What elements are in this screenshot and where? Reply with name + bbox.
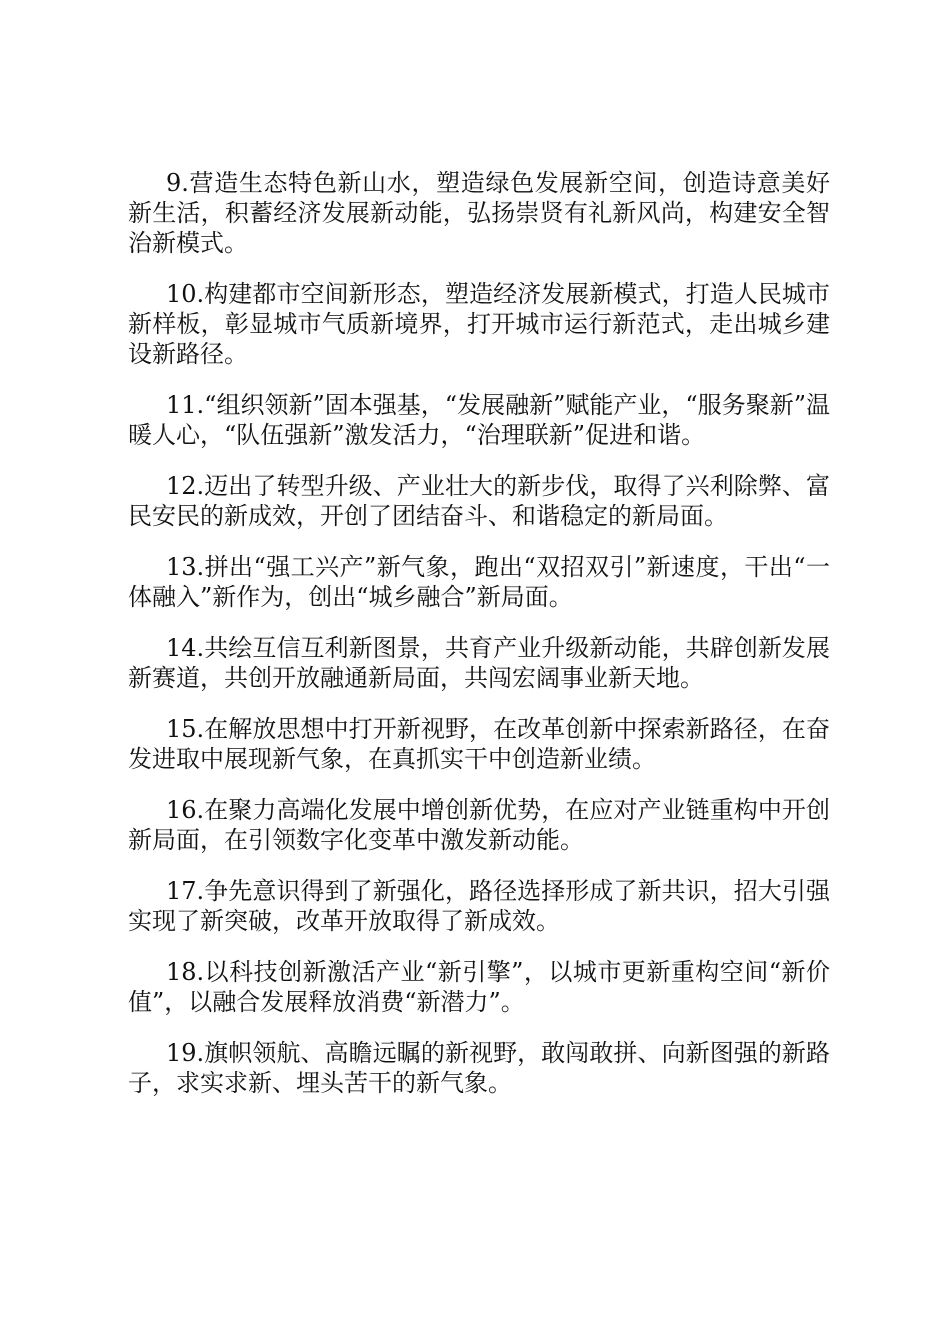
paragraph-9: 9.营造生态特色新山水，塑造绿色发展新空间，创造诗意美好新生活，积蓄经济发展新动能，弘扬崇贤有礼新风尚，构建安全智治新模式。	[128, 169, 830, 257]
paragraph-18: 18.以科技创新激活产业“新引擎”，以城市更新重构空间“新价值”，以融合发展释放消费“新潜力”。	[128, 958, 830, 1016]
paragraph-12: 12.迈出了转型升级、产业壮大的新步伐，取得了兴利除弊、富民安民的新成效，开创了团结奋斗、和谐稳定的新局面。	[128, 472, 830, 530]
paragraph-14: 14.共绘互信互利新图景，共育产业升级新动能，共辟创新发展新赛道，共创开放融通新局面，共闯宏阔事业新天地。	[128, 634, 830, 692]
paragraph-15: 15.在解放思想中打开新视野，在改革创新中探索新路径，在奋发进取中展现新气象，在真抓实干中创造新业绩。	[128, 715, 830, 773]
paragraph-13: 13.拼出“强工兴产”新气象，跑出“双招双引”新速度，干出“一体融入”新作为，创出“城乡融合”新局面。	[128, 553, 830, 611]
document-page	[128, 168, 830, 1119]
paragraph-10: 10.构建都市空间新形态，塑造经济发展新模式，打造人民城市新样板，彰显城市气质新境界，打开城市运行新范式，走出城乡建设新路径。	[128, 280, 830, 368]
paragraph-11: 11.“组织领新”固本强基，“发展融新”赋能产业，“服务聚新”温暖人心，“队伍强新”激发活力，“治理联新”促进和谐。	[128, 391, 830, 449]
paragraph-19: 19.旗帜领航、高瞻远瞩的新视野，敢闯敢拼、向新图强的新路子，求实求新、埋头苦干的新气象。	[128, 1039, 830, 1097]
paragraph-17: 17.争先意识得到了新强化，路径选择形成了新共识，招大引强实现了新突破，改革开放取得了新成效。	[128, 877, 830, 935]
paragraph-16: 16.在聚力高端化发展中增创新优势，在应对产业链重构中开创新局面，在引领数字化变革中激发新动能。	[128, 796, 830, 854]
